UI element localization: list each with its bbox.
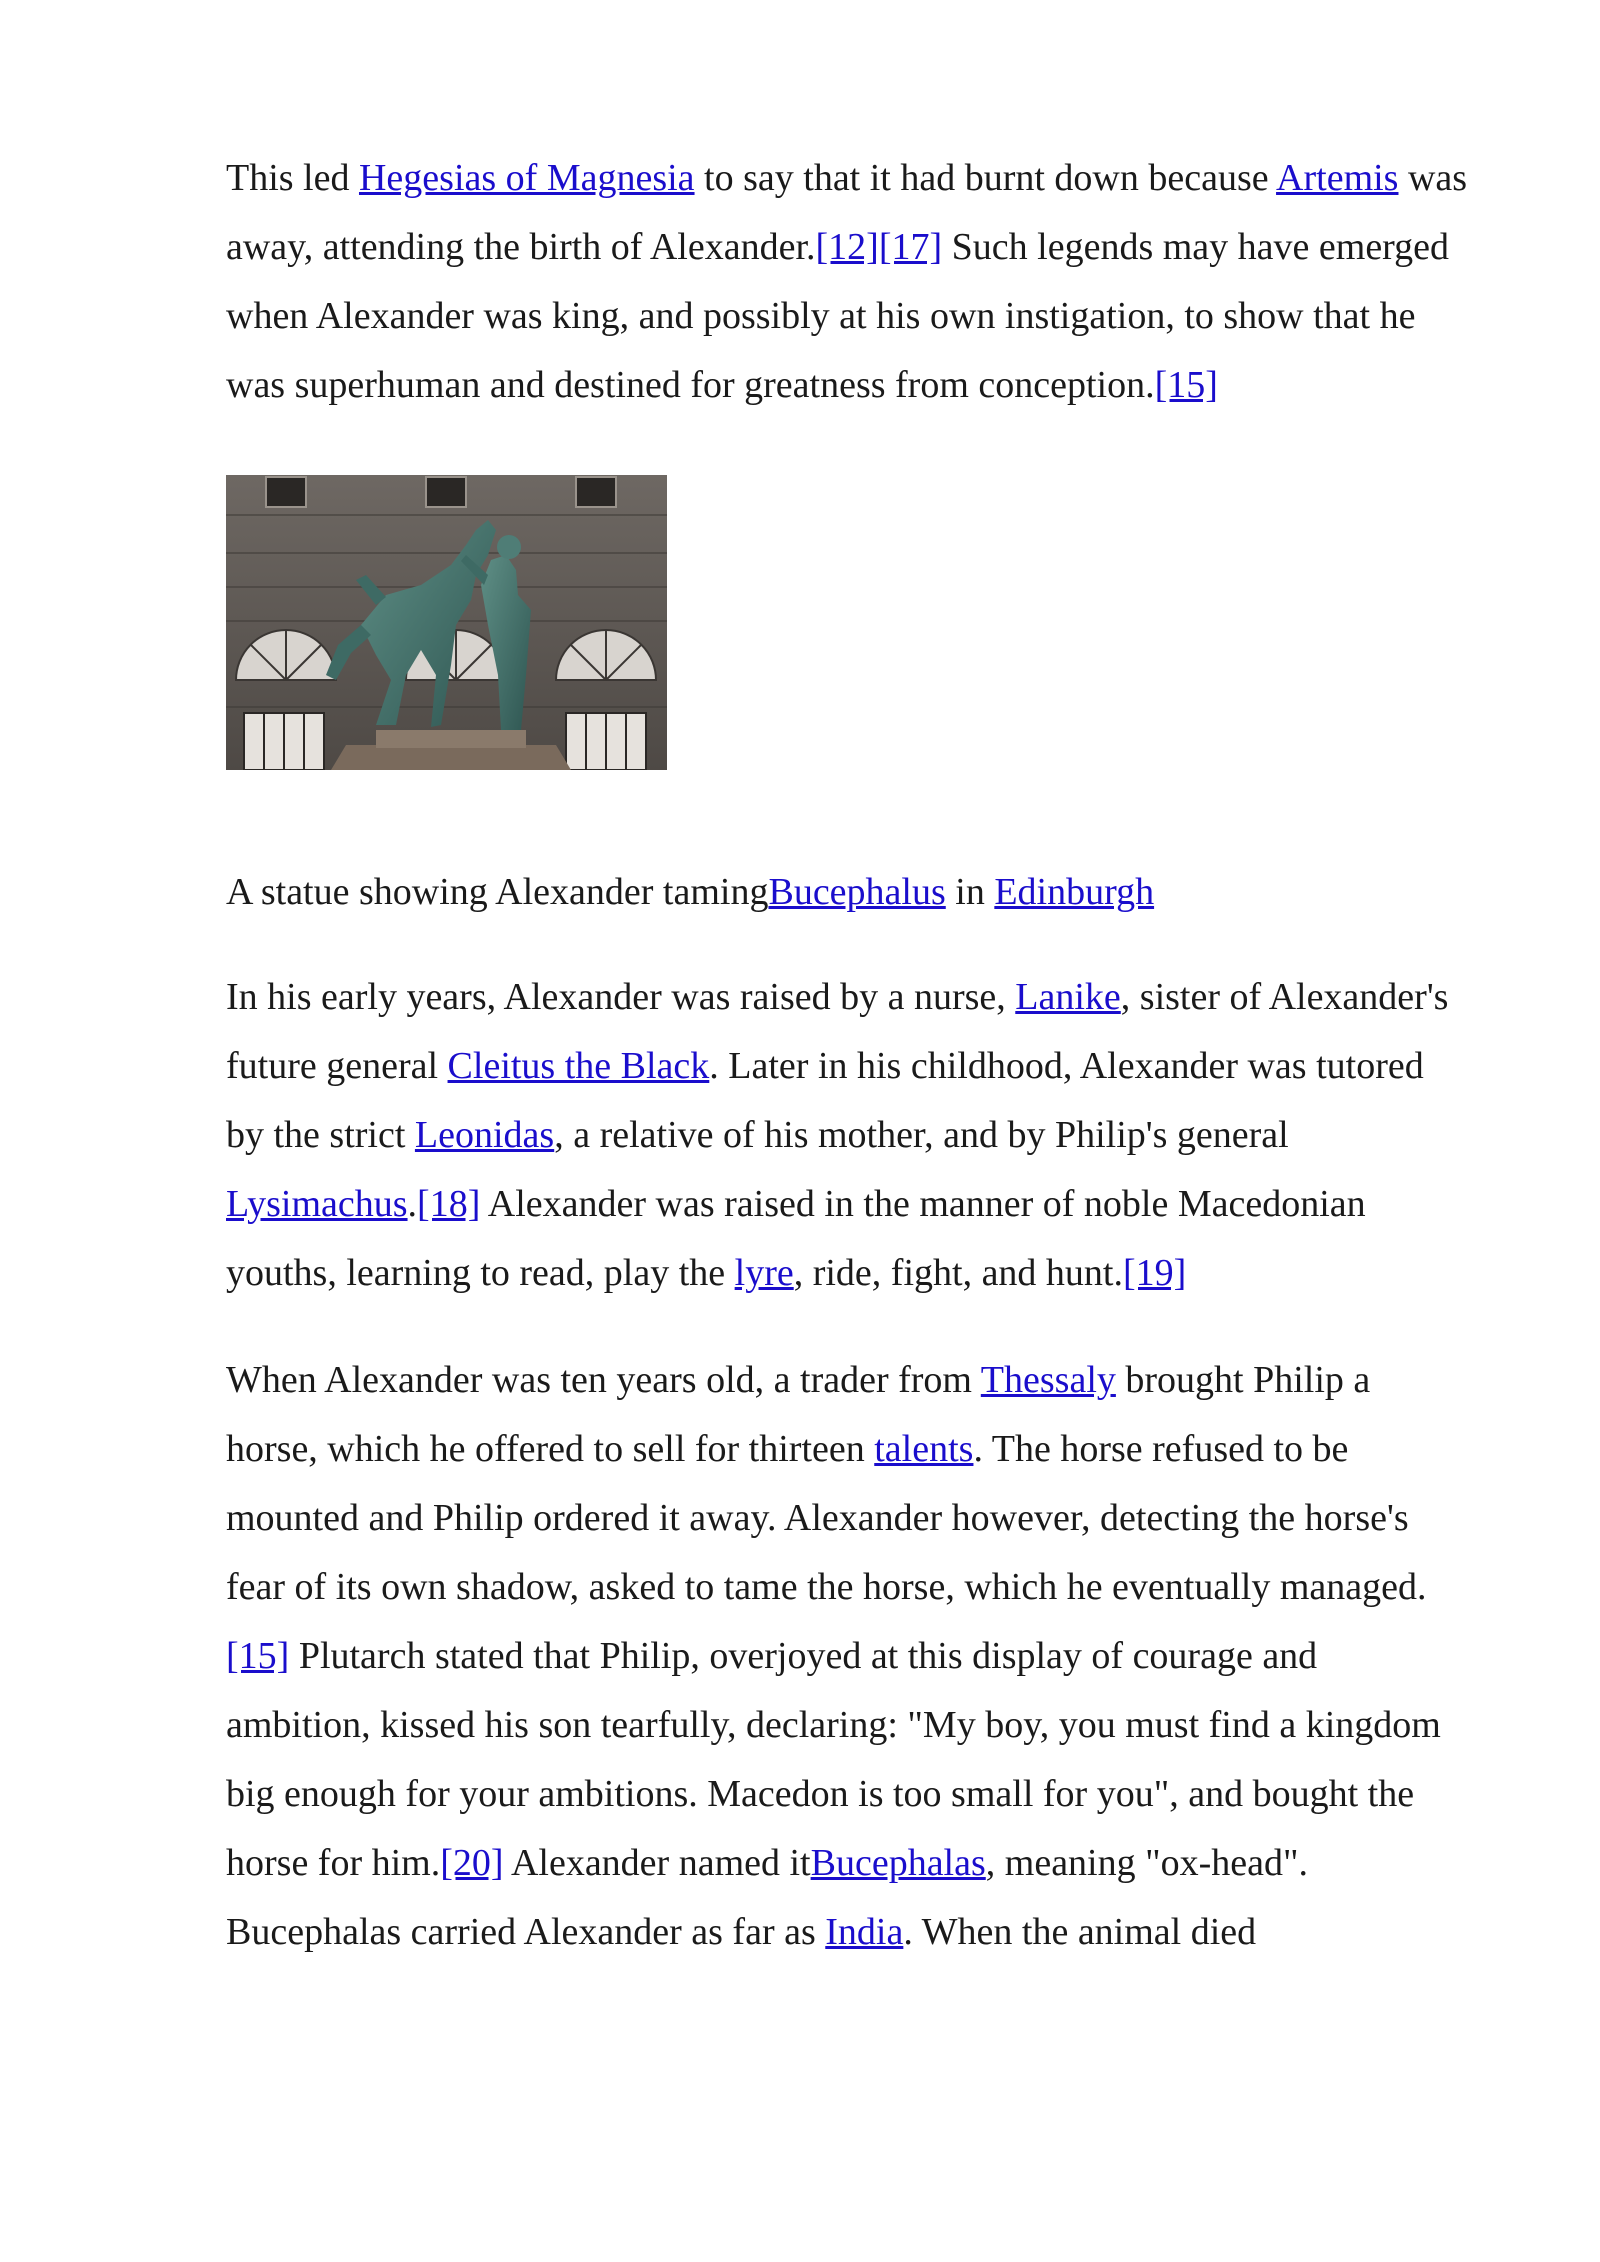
text: , meaning "ox-head". Bucephalas carried Alexander as far as (226, 1842, 1309, 1953)
link-hegesias-of-magnesia[interactable]: Hegesias of Magnesia (358, 157, 695, 199)
text: Plutarch stated that Philip, overjoyed at this display of courage and ambition, kissed his son tearfully, declaring: "My boy, you must find a kingdom big enough for your ambitions. Macedon is too small for you", and bought the horse for him. (226, 1635, 1441, 1884)
citation-18[interactable]: [18] (417, 1183, 481, 1225)
link-edinburgh[interactable]: Edinburgh (994, 871, 1155, 913)
link-cleitus-the-black[interactable]: Cleitus the Black (447, 1045, 710, 1087)
citation-17[interactable]: [17] (878, 226, 943, 268)
text: Alexander was raised in the manner of noble Macedonian youths, learning to read, play the (226, 1183, 1366, 1294)
text: In his early years, Alexander was raised by a nurse, (226, 976, 1016, 1018)
link-artemis[interactable]: Artemis (1276, 157, 1399, 199)
link-leonidas[interactable]: Leonidas (414, 1114, 555, 1156)
text: . The horse refused to be mounted and Philip ordered it away. Alexander however, detecting the horse's fear of its own shadow, asked to tame the horse, which he eventually managed. (226, 1428, 1427, 1608)
paragraph-early-years (226, 963, 1471, 1308)
article-body (226, 144, 1471, 1967)
link-talents[interactable]: talents (874, 1428, 974, 1470)
link-lanike[interactable]: Lanike (1015, 976, 1121, 1018)
text: brought Philip a horse, which he offered to sell for thirteen (226, 1359, 1371, 1470)
text: This led (226, 157, 359, 199)
paragraph-birth-legends (226, 144, 1471, 420)
caption-text: in (945, 871, 995, 913)
statue-image (226, 475, 667, 770)
citation-19[interactable]: [19] (1123, 1252, 1187, 1294)
link-bucephalus[interactable]: Bucephalus (768, 871, 946, 913)
text: , sister of Alexander's future general (226, 976, 1449, 1087)
link-india[interactable]: India (825, 1911, 904, 1953)
figure-caption (226, 858, 1471, 927)
text: , a relative of his mother, and by Philip's general (554, 1114, 1289, 1156)
text: Alexander named it (503, 1842, 811, 1884)
citation-20[interactable]: [20] (440, 1842, 504, 1884)
text: When Alexander was ten years old, a trader from (226, 1359, 981, 1401)
text: . Later in his childhood, Alexander was tutored by the strict (226, 1045, 1424, 1156)
text: Such legends may have emerged when Alexander was king, and possibly at his own instigation, to show that he was superhuman and destined for greatness from conception. (226, 226, 1450, 406)
link-lysimachus[interactable]: Lysimachus (226, 1183, 408, 1225)
text: , ride, fight, and hunt. (793, 1252, 1123, 1294)
statue-figure (226, 475, 1471, 770)
citation-12[interactable]: [12] (815, 226, 879, 268)
link-lyre[interactable]: lyre (734, 1252, 794, 1294)
text: . (407, 1183, 418, 1225)
caption-text: A statue showing Alexander taming (226, 871, 769, 913)
text: was away, attending the birth of Alexander. (226, 157, 1468, 268)
text: . When the animal died (903, 1911, 1257, 1953)
link-thessaly[interactable]: Thessaly (980, 1359, 1116, 1401)
citation-15[interactable]: [15] (226, 1635, 290, 1677)
link-bucephalas[interactable]: Bucephalas (810, 1842, 986, 1884)
citation-15[interactable]: [15] (1154, 364, 1218, 406)
text: to say that it had burnt down because (694, 157, 1277, 199)
paragraph-bucephalas (226, 1346, 1471, 1967)
